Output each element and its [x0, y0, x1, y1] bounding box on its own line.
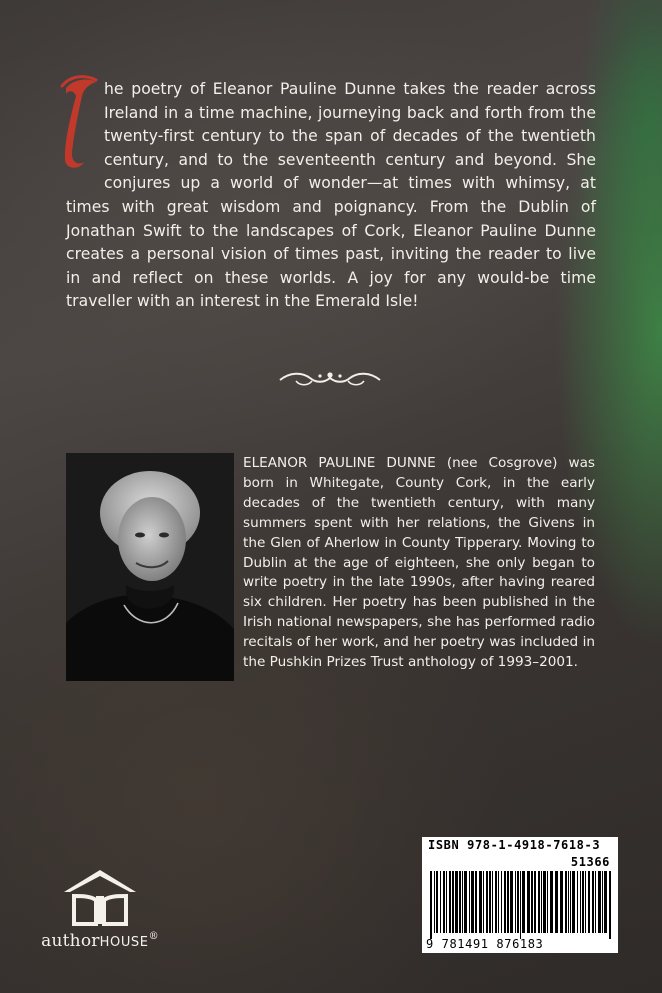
- barcode-bar: [602, 871, 603, 933]
- barcode-bar: [588, 871, 590, 933]
- barcode-bar: [471, 871, 474, 933]
- barcode-bar: [585, 871, 586, 933]
- barcode-bar: [517, 871, 519, 933]
- isbn-barcode: [422, 837, 618, 953]
- barcode-bar: [455, 871, 458, 933]
- barcode-bar: [568, 871, 569, 933]
- barcode-bar: [522, 871, 525, 933]
- barcode-bar: [572, 871, 575, 933]
- barcode-bar: [555, 871, 558, 933]
- barcode-bar: [604, 871, 607, 933]
- barcode-bar: [534, 871, 536, 933]
- barcode-bar: [462, 871, 463, 933]
- barcode-bar: [434, 871, 435, 933]
- publisher-logo: [40, 866, 160, 956]
- barcode-bar: [501, 871, 502, 933]
- isbn-number: ISBN 978-1-4918-7618-3: [428, 838, 601, 852]
- barcode-bar: [570, 871, 571, 933]
- barcode-bars: [422, 837, 618, 953]
- barcode-bar: [459, 871, 461, 933]
- barcode-bar: [498, 871, 499, 933]
- barcode-bar: [469, 871, 470, 933]
- barcode-bar: [475, 871, 477, 933]
- barcode-digits: 9 781491 876183: [426, 937, 544, 951]
- barcode-bar: [560, 871, 563, 933]
- barcode-bar: [449, 871, 451, 933]
- barcode-bar: [483, 871, 484, 933]
- barcode-bar: [538, 871, 540, 933]
- author-portrait-illustration: [66, 453, 234, 681]
- publisher-name-lower: author: [41, 931, 100, 951]
- barcode-bar: [543, 871, 546, 933]
- barcode-bar: [489, 871, 491, 933]
- barcode-bar: [541, 871, 542, 933]
- barcode-bar: [609, 871, 611, 939]
- barcode-bar: [580, 871, 581, 933]
- barcode-bar: [495, 871, 497, 933]
- barcode-bar: [550, 871, 553, 933]
- barcode-bar: [452, 871, 454, 933]
- author-bio: ELEANOR PAULINE DUNNE (nee Cosgrove) was born in Whitegate, County Cork, in the early decades of the twentieth century, with many summers spent with her relations, the Givens in the Glen of Aherlow in County Tipperary. Moving to Dublin at the age of eighteen, she only began to write poetry in the late 1990s, after having reared six children. Her poetry has been published in the Irish national newspapers, she has performed radio recitals of her work, and her poetry was included in the Pushkin Prizes Trust anthology of 1993–2001.: [243, 455, 595, 671]
- barcode-bar: [464, 871, 467, 933]
- dropcap-t: [60, 74, 98, 174]
- barcode-bar: [430, 871, 432, 939]
- barcode-bar: [510, 871, 513, 933]
- blurb-text: he poetry of Eleanor Pauline Dunne takes the reader across Ireland in a time machine, journeying back and forth from the twenty-first century to the span of decades of the twentieth century, and to the seventeenth century and beyond. She conjures up a world of wonder—at times with whimsy, at times with great wisdom and poignancy. From the Dublin of Jonathan Swift to the landscapes of Cork, Eleanor Pauline Dunne creates a personal vision of times past, inviting the reader to live in and reflect on these worlds. A joy for any would-be time traveller with an interest in the Emerald Isle!: [66, 80, 596, 311]
- barcode-bar: [565, 871, 567, 933]
- house-book-icon: [40, 866, 160, 928]
- barcode-bar: [582, 871, 584, 933]
- barcode-bar: [598, 871, 601, 933]
- barcode-bar: [443, 871, 445, 933]
- barcode-bar: [515, 871, 516, 933]
- barcode-bar: [507, 871, 509, 933]
- barcode-bar: [446, 871, 447, 933]
- barcode-bar: [531, 871, 533, 933]
- publisher-name: [40, 931, 160, 951]
- barcode-bar: [592, 871, 594, 933]
- publisher-name-upper: HOUSE: [99, 935, 149, 950]
- price-code: 51366: [570, 855, 610, 869]
- barcode-bar: [486, 871, 488, 933]
- publisher-trademark: ®: [148, 931, 159, 942]
- barcode-bar: [479, 871, 482, 933]
- ornament-divider: [276, 368, 384, 390]
- author-photo: [66, 453, 234, 681]
- barcode-bar: [436, 871, 438, 933]
- back-cover-blurb: [66, 78, 596, 314]
- barcode-bar: [440, 871, 441, 933]
- barcode-bar: [520, 871, 521, 939]
- barcode-bar: [504, 871, 506, 933]
- barcode-bar: [492, 871, 493, 933]
- barcode-bar: [595, 871, 596, 933]
- barcode-bar: [527, 871, 530, 933]
- barcode-bar: [577, 871, 578, 933]
- barcode-bar: [547, 871, 548, 933]
